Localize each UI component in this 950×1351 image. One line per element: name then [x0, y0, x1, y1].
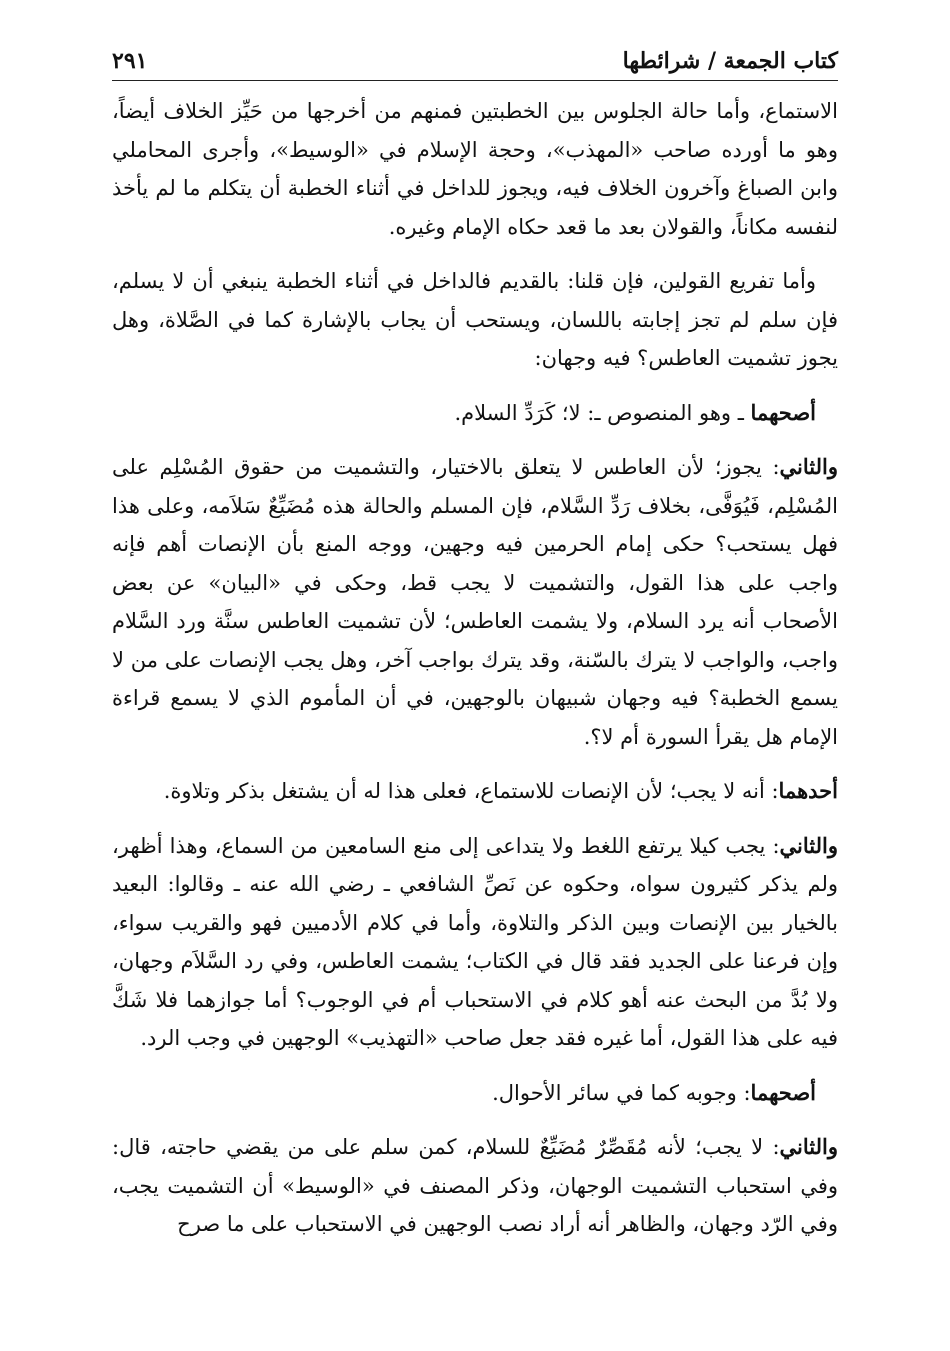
paragraph: والثاني: يجب كيلا يرتفع اللغط ولا يتداعى إلى منع السامعين من السماع، وهذا أظهر، ولم يذكر كثيرون سواه، وحكوه عن نَصِّ الشافعي ـ رضي الله عنه ـ وقالوا: البعيد بالخيار بين الإنصات وبين الذكر والتلاوة، وأما في كلام الأدميين فهو والقريب سواء، وإن فرعنا على الجديد فقد قال في الكتاب؛ يشمت العاطس، وفي رد السَّلاَم وجهان، ولا بُدَّ من البحث عنه أهو كلام في الاستحباب أم في الوجوب؟ أما جوازهما فلا شَكَّ فيه على هذا القول، أما غيره فقد جعل صاحب «التهذيب» الوجهين في وجب الرد.: [112, 832, 838, 1050]
paragraph: والثاني: لا يجب؛ لأنه مُقَصِّرٌ مُضَيِّعٌ للسلام، كمن سلم على من يقضي حاجته، قال: وفي استحباب التشميت الوجهان، وذكر المصنف في «الوسيط» أن التشميت يجب، وفي الرّد وجهان، والظاهر أنه أراد نصب الوجهين في الاستحباب على ما صرح: [112, 1134, 838, 1236]
paragraph: أحدهما: أنه لا يجب؛ لأن الإنصات للاستماع، فعلى هذا له أن يشتغل بذكر وتلاوة.: [163, 778, 838, 803]
opinion-label: أحدهما: [778, 778, 838, 803]
page-number: ٢٩١: [112, 48, 148, 74]
page-body: [112, 92, 838, 1260]
paragraph: أصحهما: وجوبه كما في سائر الأحوال.: [492, 1079, 816, 1105]
opinion-label: والثاني: [779, 1134, 838, 1159]
opinion-label: والثاني: [779, 454, 838, 479]
running-header: [112, 30, 838, 81]
paragraph: وأما تفريع القولين، فإن قلنا: بالقديم فالداخل في أثناء الخطبة ينبغي أن لا يسلم، فإن سلم لم تجز إجابته باللسان، ويستحب أن يجاب بالإشارة كما في الصَّلاة، وهل يجوز تشميت العاطس؟ فيه وجهان:: [112, 269, 838, 370]
chapter-title: كتاب الجمعة / شرائطها: [622, 48, 838, 74]
opinion-label: أصحهما: [750, 399, 816, 425]
paragraph: أصحهما ـ وهو المنصوص ـ: لا؛ كَرَدِّ السلام.: [454, 399, 816, 425]
opinion-label: أصحهما: [750, 1079, 816, 1105]
paragraph: الاستماع، وأما حالة الجلوس بين الخطبتين فمنهم من أخرجها من حَيِّز الخلاف أيضاً، وهو ما أورده صاحب «المهذب»، وحجة الإسلام في «الوسيط»، وأجرى المحاملي وابن الصباغ وآخرون الخلاف فيه، ويجوز للداخل في أثناء الخطبة أن يتكلم ما لم يأخذ لنفسه مكاناً، والقولان بعد ما قعد حكاه الإمام وغيره.: [112, 99, 838, 239]
opinion-label: والثاني: [779, 832, 838, 858]
paragraph: والثاني: يجوز؛ لأن العاطس لا يتعلق بالاختيار، والتشميت من حقوق المُسْلِم على المُسْلِم، فَيُوَفَّى، بخلاف رَدِّ السَّلام، فإن المسلم والحالة هذه مُضَيِّعٌ سَلاَمه، وعلى هذا فهل يستحب؟ حكى إمام الحرمين فيه وجهين، ووجه المنع بأن الإنصات أهم فإنه واجب على هذا القول، والتشميت لا يجب قط، وحكى في «البيان» عن بعض الأصحاب أنه يرد السلام، ولا يشمت العاطس؛ لأن تشميت العاطس سنَّة ورد السَّلام واجب، والواجب لا يترك بالسّنة، وقد يترك بواجب آخر، وهل يجب الإنصات على من لا يسمع الخطبة؟ فيه وجهان شبيهان بالوجهين، في أن المأموم الذي لا يسمع قراءة الإمام هل يقرأ السورة أم لا؟.: [112, 454, 838, 749]
